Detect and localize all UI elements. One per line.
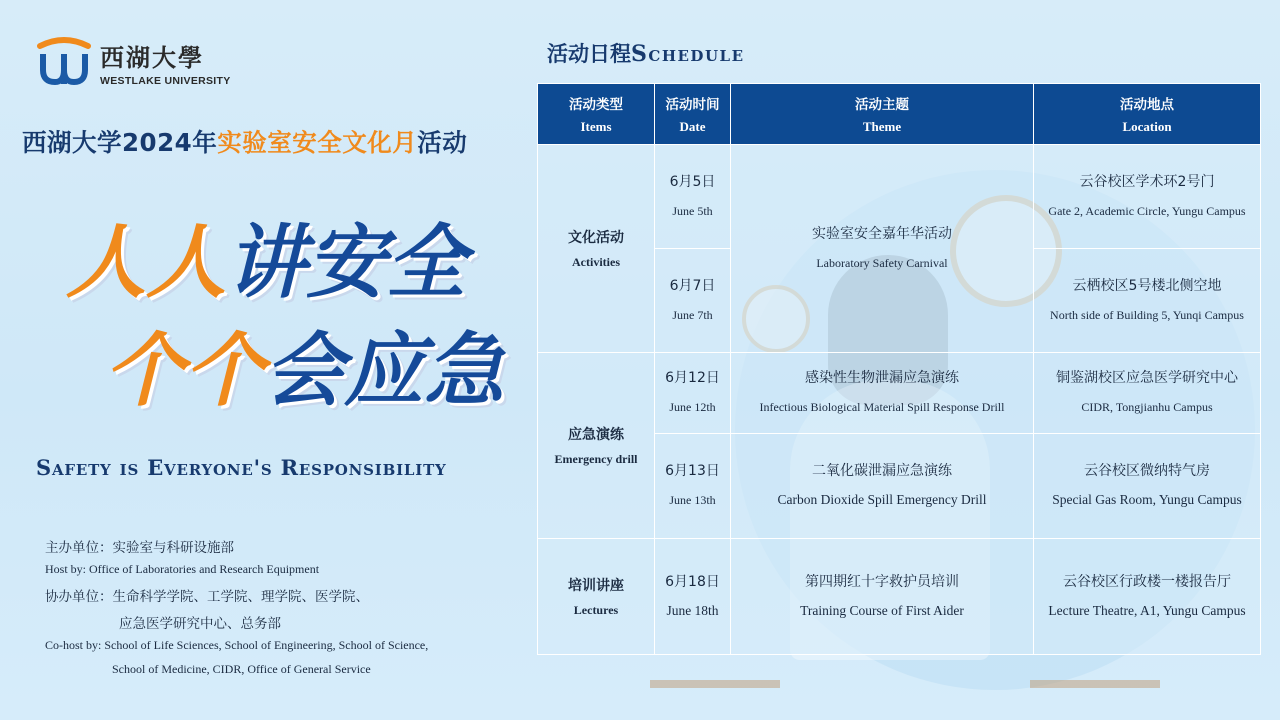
date-cell bbox=[655, 249, 731, 353]
date-cn: 6月18日 bbox=[665, 573, 720, 590]
location-cell bbox=[1034, 145, 1261, 249]
location-cn: 云谷校区微纳特气房 bbox=[1084, 463, 1210, 479]
header-location-en: Location bbox=[1122, 119, 1172, 134]
logo-name-en: WESTLAKE UNIVERSITY bbox=[100, 74, 231, 87]
theme-cn: 二氧化碳泄漏应急演练 bbox=[812, 463, 952, 479]
group-drill-cn: 应急演练 bbox=[568, 427, 624, 443]
slogan-english: Safety is Everyone's Responsibility bbox=[36, 455, 447, 480]
group-lectures-cn: 培训讲座 bbox=[568, 578, 624, 594]
slogan-line-1 bbox=[66, 198, 466, 313]
group-drill-en: Emergency drill bbox=[554, 452, 638, 466]
header-location bbox=[1034, 84, 1261, 145]
group-activities bbox=[538, 145, 655, 353]
event-title-part1: 西湖大学2024年 bbox=[22, 128, 218, 157]
cohost-cn-line2: 应急医学研究中心、总务部 bbox=[119, 616, 281, 632]
university-logo bbox=[36, 36, 231, 88]
date-cn: 6月7日 bbox=[669, 277, 716, 294]
location-cell bbox=[1034, 353, 1261, 434]
location-en: CIDR, Tongjianhu Campus bbox=[1081, 400, 1213, 414]
header-date bbox=[655, 84, 731, 145]
location-cn: 铜鉴湖校区应急医学研究中心 bbox=[1056, 370, 1238, 386]
cohost-cn-line1: 协办单位：生命科学学院、工学院、理学院、医学院、 bbox=[45, 589, 369, 605]
table-row bbox=[538, 145, 1261, 249]
header-location-cn: 活动地点 bbox=[1120, 97, 1174, 113]
schedule-title bbox=[547, 38, 745, 68]
location-en: Lecture Theatre, A1, Yungu Campus bbox=[1048, 602, 1246, 618]
theme-cell bbox=[731, 539, 1034, 655]
event-title-highlight: 实验室安全文化月 bbox=[217, 128, 418, 157]
date-en: June 5th bbox=[672, 203, 713, 218]
location-en: Gate 2, Academic Circle, Yungu Campus bbox=[1048, 203, 1246, 218]
host-en: Host by: Office of Laboratories and Research Equipment bbox=[45, 562, 320, 576]
date-cn: 6月5日 bbox=[669, 173, 716, 190]
cohost-en-line2: School of Medicine, CIDR, Office of General Service bbox=[112, 662, 371, 676]
header-items-en: Items bbox=[580, 119, 612, 134]
header-theme-en: Theme bbox=[862, 119, 902, 134]
location-en: Special Gas Room, Yungu Campus bbox=[1052, 492, 1242, 507]
theme-cn: 感染性生物泄漏应急演练 bbox=[805, 370, 959, 386]
location-cn: 云谷校区学术环2号门 bbox=[1079, 173, 1215, 190]
logo-icon bbox=[36, 36, 92, 88]
location-cell bbox=[1034, 539, 1261, 655]
host-cn: 主办单位：实验室与科研设施部 bbox=[45, 540, 234, 556]
theme-cell bbox=[731, 145, 1034, 353]
event-title-part2: 活动 bbox=[417, 128, 468, 157]
header-items bbox=[538, 84, 655, 145]
schedule-table bbox=[537, 83, 1261, 655]
lab-bench-illustration bbox=[1030, 680, 1160, 688]
table-row bbox=[538, 539, 1261, 655]
date-cn: 6月13日 bbox=[665, 463, 720, 479]
group-activities-cn: 文化活动 bbox=[568, 230, 624, 246]
slogan-line1-orange: 人人 bbox=[66, 215, 226, 309]
table-row bbox=[538, 353, 1261, 434]
cohost-en-line1: Co-host by: School of Life Sciences, School of Engineering, School of Science, bbox=[45, 638, 429, 652]
group-emergency-drill bbox=[538, 353, 655, 539]
header-items-cn: 活动类型 bbox=[569, 97, 623, 113]
location-en: North side of Building 5, Yunqi Campus bbox=[1050, 307, 1244, 322]
theme-cn: 实验室安全嘉年华活动 bbox=[812, 225, 952, 242]
location-cn: 云栖校区5号楼北侧空地 bbox=[1072, 277, 1222, 294]
logo-name-cn: 西湖大學 bbox=[100, 42, 204, 72]
location-cn: 云谷校区行政楼一楼报告厅 bbox=[1063, 573, 1231, 590]
theme-en: Laboratory Safety Carnival bbox=[816, 255, 948, 270]
location-cell bbox=[1034, 249, 1261, 353]
theme-cn: 第四期红十字救护员培训 bbox=[805, 573, 959, 590]
group-lectures-en: Lectures bbox=[573, 603, 619, 617]
date-en: June 13th bbox=[669, 493, 716, 507]
header-theme bbox=[731, 84, 1034, 145]
date-cell bbox=[655, 145, 731, 249]
date-en: June 18th bbox=[666, 602, 719, 618]
theme-en: Infectious Biological Material Spill Response Drill bbox=[759, 400, 1005, 414]
group-activities-en: Activities bbox=[572, 255, 620, 269]
schedule-title-cn: 活动日程 bbox=[547, 42, 631, 66]
slogan-line2-blue: 会应急 bbox=[264, 323, 504, 417]
header-date-en: Date bbox=[679, 119, 706, 134]
header-theme-cn: 活动主题 bbox=[855, 97, 909, 113]
theme-cell bbox=[731, 353, 1034, 434]
group-lectures bbox=[538, 539, 655, 655]
theme-en: Training Course of First Aider bbox=[800, 602, 964, 618]
theme-en: Carbon Dioxide Spill Emergency Drill bbox=[777, 492, 987, 507]
schedule-title-en: Schedule bbox=[631, 41, 745, 67]
date-cell bbox=[655, 353, 731, 434]
lab-bench-illustration bbox=[650, 680, 780, 688]
table-header-row bbox=[538, 84, 1261, 145]
slogan-line2-orange: 个个 bbox=[104, 323, 264, 417]
slogan-line1-blue: 讲安全 bbox=[226, 215, 466, 309]
date-cell bbox=[655, 539, 731, 655]
event-title bbox=[22, 124, 522, 159]
date-cell bbox=[655, 434, 731, 539]
location-cell bbox=[1034, 434, 1261, 539]
header-date-cn: 活动时间 bbox=[665, 97, 720, 113]
theme-cell bbox=[731, 434, 1034, 539]
slogan-line-2 bbox=[104, 306, 504, 421]
date-en: June 7th bbox=[672, 307, 713, 322]
date-en: June 12th bbox=[669, 400, 716, 414]
date-cn: 6月12日 bbox=[665, 370, 720, 386]
